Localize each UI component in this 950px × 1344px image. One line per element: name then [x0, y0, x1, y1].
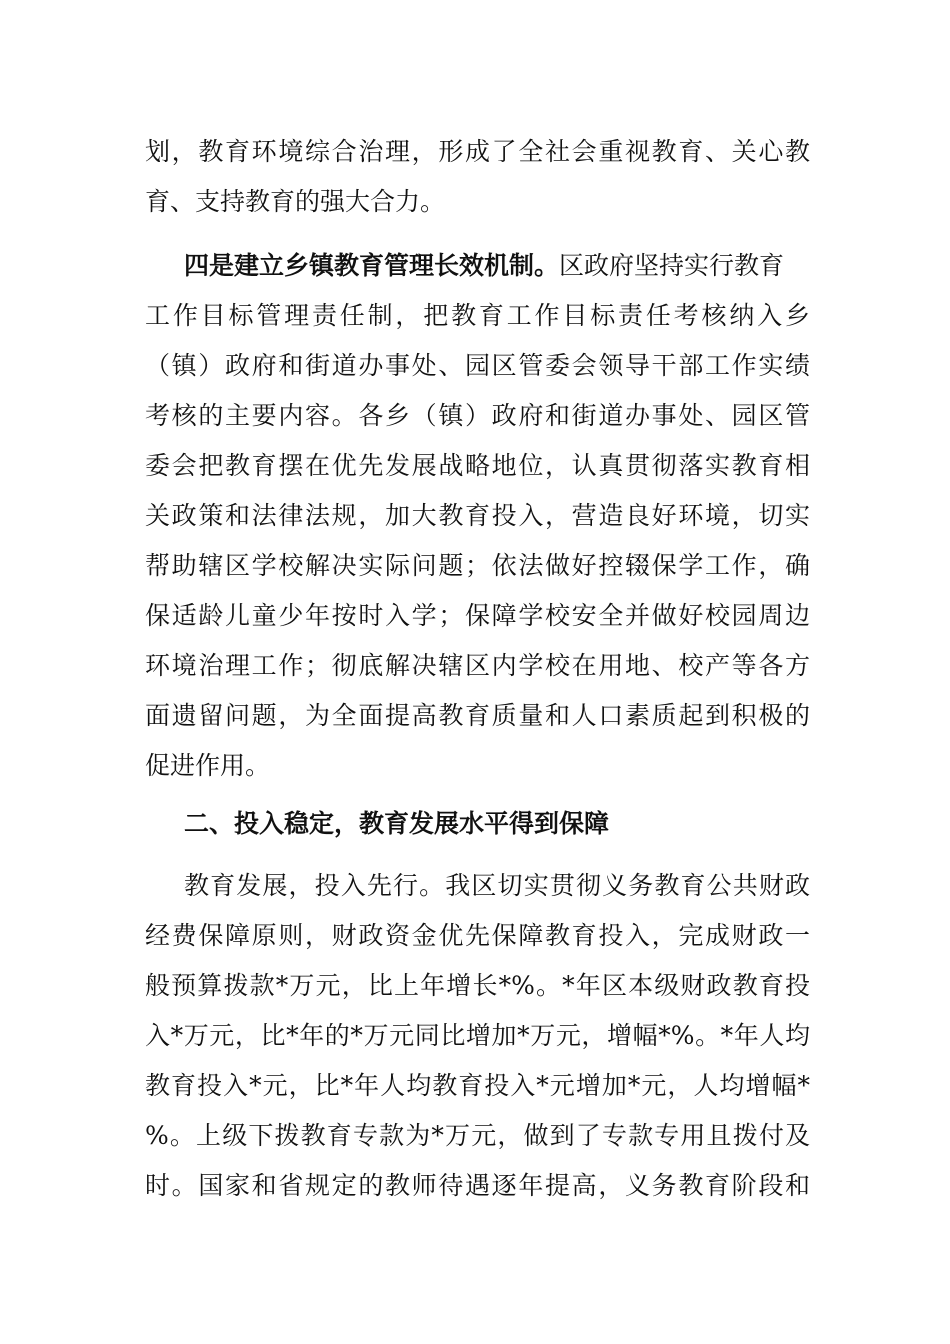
body-line: 促进作用。 — [145, 751, 271, 780]
paragraph-lead-line — [184, 248, 810, 284]
body-line: 帮助辖区学校解决实际问题；依法做好控辍保学工作，确 — [145, 551, 810, 580]
body-line: 教育投入*元，比*年人均教育投入*元增加*元，人均增幅* — [145, 1071, 810, 1100]
body-line: 环境治理工作；彻底解决辖区内学校在用地、校产等各方 — [145, 651, 810, 680]
body-line: 保适龄儿童少年按时入学；保障学校安全并做好校园周边 — [145, 601, 810, 630]
body-line: 育、支持教育的强大合力。 — [145, 187, 446, 216]
body-line: 关政策和法律法规，加大教育投入，营造良好环境，切实 — [145, 501, 810, 530]
section-heading: 二、投入稳定，教育发展水平得到保障 — [184, 809, 610, 838]
body-line: （镇）政府和街道办事处、园区管委会领导干部工作实绩 — [145, 351, 810, 380]
body-line: 入*万元，比*年的*万元同比增加*万元，增幅*%。*年人均 — [145, 1021, 810, 1050]
body-line: 工作目标管理责任制，把教育工作目标责任考核纳入乡 — [145, 301, 810, 330]
body-line: 划，教育环境综合治理，形成了全社会重视教育、关心教 — [145, 137, 810, 166]
body-line: 时。国家和省规定的教师待遇逐年提高，义务教育阶段和 — [145, 1171, 810, 1200]
body-line: 面遗留问题，为全面提高教育质量和人口素质起到积极的 — [145, 701, 810, 730]
body-line: %。上级下拨教育专款为*万元，做到了专款专用且拨付及 — [145, 1121, 810, 1150]
body-line: 教育发展，投入先行。我区切实贯彻义务教育公共财政 — [184, 871, 810, 900]
body-text: 区政府坚持实行教育 — [559, 251, 785, 280]
body-line: 考核的主要内容。各乡（镇）政府和街道办事处、园区管 — [145, 401, 810, 430]
body-line: 经费保障原则，财政资金优先保障教育投入，完成财政一 — [145, 921, 810, 950]
body-line: 委会把教育摆在优先发展战略地位，认真贯彻落实教育相 — [145, 451, 810, 480]
body-line: 般预算拨款*万元，比上年增长*%。*年区本级财政教育投 — [145, 971, 810, 1000]
paragraph-lead: 四是建立乡镇教育管理长效机制。 — [184, 251, 560, 280]
